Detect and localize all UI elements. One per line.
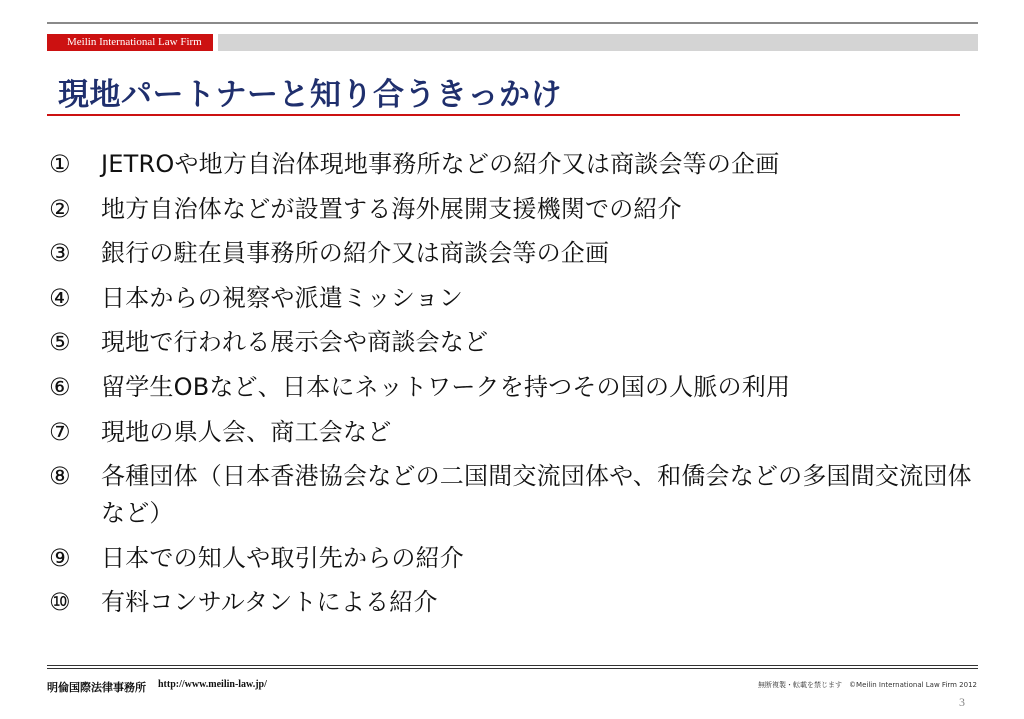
item-text: JETROや地方自治体現地事務所などの紹介又は商談会等の企画 — [101, 150, 780, 178]
list-item — [49, 540, 989, 577]
item-text: 留学生OBなど、日本にネットワークを持つその国の人脈の利用 — [101, 372, 791, 401]
item-list — [49, 146, 989, 629]
firm-tag: Meilin International Law Firm — [47, 34, 213, 51]
list-item — [49, 235, 989, 272]
title-underline — [47, 114, 960, 116]
item-text: 地方自治体などが設置する海外展開支援機関での紹介 — [101, 194, 682, 223]
item-number: ⑤ — [49, 328, 71, 357]
item-number: ④ — [49, 283, 71, 312]
list-item — [49, 280, 989, 317]
item-text: 各種団体（日本香港協会などの二国間交流団体や、和僑会などの多国間交流団体など） — [101, 462, 972, 528]
item-number: ⑩ — [49, 588, 71, 617]
list-item — [49, 191, 989, 228]
footer-divider-secondary — [47, 668, 978, 669]
footer-divider — [47, 665, 978, 666]
item-number: ⑥ — [49, 372, 71, 401]
item-text: 日本での知人や取引先からの紹介 — [101, 543, 464, 572]
item-text: 日本からの視察や派遣ミッション — [101, 283, 464, 312]
item-number: ⑦ — [49, 417, 71, 446]
item-number: ⑧ — [49, 462, 71, 491]
item-number: ① — [49, 150, 71, 178]
list-item — [49, 458, 989, 532]
header-bar — [218, 34, 978, 51]
item-number: ③ — [49, 239, 71, 268]
item-text: 銀行の駐在員事務所の紹介又は商談会等の企画 — [101, 239, 610, 268]
list-item — [49, 146, 989, 183]
item-text: 現地で行われる展示会や商談会など — [101, 328, 489, 357]
list-item — [49, 369, 989, 406]
list-item — [49, 324, 989, 361]
list-item — [49, 584, 989, 621]
footer-url: http://www.meilin-law.jp/ — [158, 679, 267, 690]
item-number: ⑨ — [49, 543, 71, 572]
page-title: 現地パートナーと知り合うきっかけ — [58, 77, 562, 113]
list-item — [49, 414, 989, 451]
page-number: 3 — [959, 695, 965, 709]
top-divider — [47, 22, 978, 24]
item-text: 現地の県人会、商工会など — [101, 417, 392, 446]
copyright-notice: 無断複製・転載を禁じます ©Meilin International Law Firm 2012 — [758, 681, 977, 689]
item-text: 有料コンサルタントによる紹介 — [101, 588, 438, 617]
item-number: ② — [49, 194, 71, 223]
footer-firm-name: 明倫国際法律事務所 — [47, 682, 146, 694]
